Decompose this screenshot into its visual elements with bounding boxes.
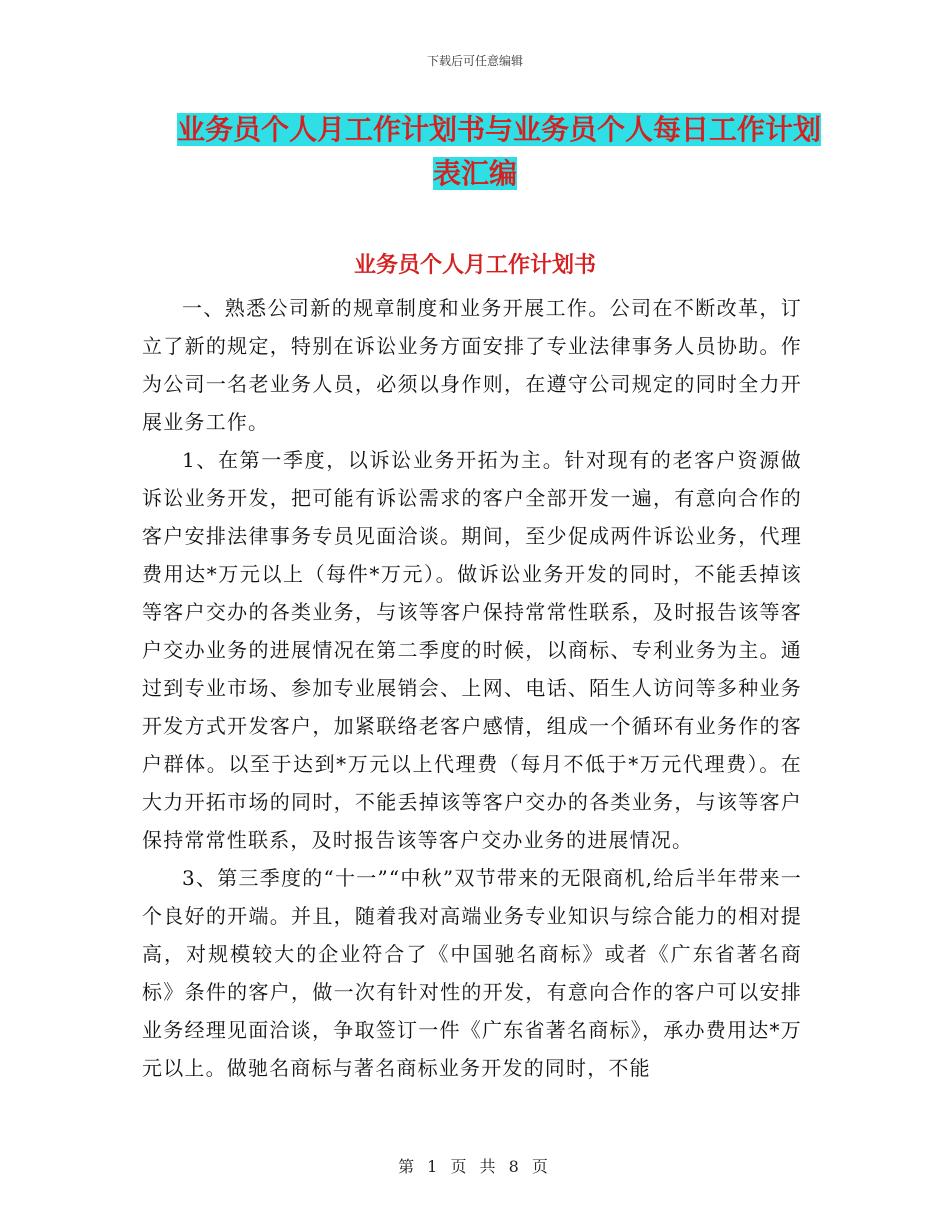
header-note: 下载后可任意编辑	[426, 54, 523, 68]
title-line-1	[0, 108, 950, 152]
page-footer: 第 1 页 共 8 页	[398, 1157, 552, 1176]
title-line-1-text: 业务员个人月工作计划书与业务员个人每日工作计划	[176, 113, 821, 146]
paragraph: 一、熟悉公司新的规章制度和业务开展工作。公司在不断改革，订立了新的规定，特别在诉讼业务方面安排了专业法律事务人员协助。作为公司一名老业务人员，必须以身作则，在遵守公司规定的同时全力开展业务工作。	[142, 296, 802, 434]
paragraph: 3、第三季度的“十一”“中秋”双节带来的无限商机,给后半年带来一个良好的开端。并且，随着我对高端业务专业知识与综合能力的相对提高，对规模较大的企业符合了《中国驰名商标》或者《广东省著名商标》条件的客户，做一次有针对性的开发，有意向合作的客户可以安排业务经理见面洽谈，争取签订一件《广东省著名商标》，承办费用达*万元以上。做驰名商标与著名商标业务开发的同时，不能	[142, 866, 802, 1080]
title-line-2-text: 表汇编	[432, 157, 517, 190]
title-line-2	[0, 152, 950, 196]
section-title: 业务员个人月工作计划书	[353, 252, 596, 278]
document-body	[142, 289, 802, 1087]
document-title	[0, 108, 950, 196]
paragraph: 1、在第一季度，以诉讼业务开拓为主。针对现有的老客户资源做诉讼业务开发，把可能有诉讼需求的客户全部开发一遍，有意向合作的客户安排法律事务专员见面洽谈。期间，至少促成两件诉讼业务，代理费用达*万元以上（每件*万元）。做诉讼业务开发的同时，不能丢掉该等客户交办的各类业务，与该等客户保持常常性联系，及时报告该等客户交办业务的进展情况在第二季度的时候，以商标、专利业务为主。通过到专业市场、参加专业展销会、上网、电话、陌生人访问等多种业务开发方式开发客户，加紧联络老客户感情，组成一个循环有业务作的客户群体。以至于达到*万元以上代理费（每月不低于*万元代理费）。在大力开拓市场的同时，不能丢掉该等客户交办的各类业务，与该等客户保持常常性联系，及时报告该等客户交办业务的进展情况。	[142, 448, 802, 852]
